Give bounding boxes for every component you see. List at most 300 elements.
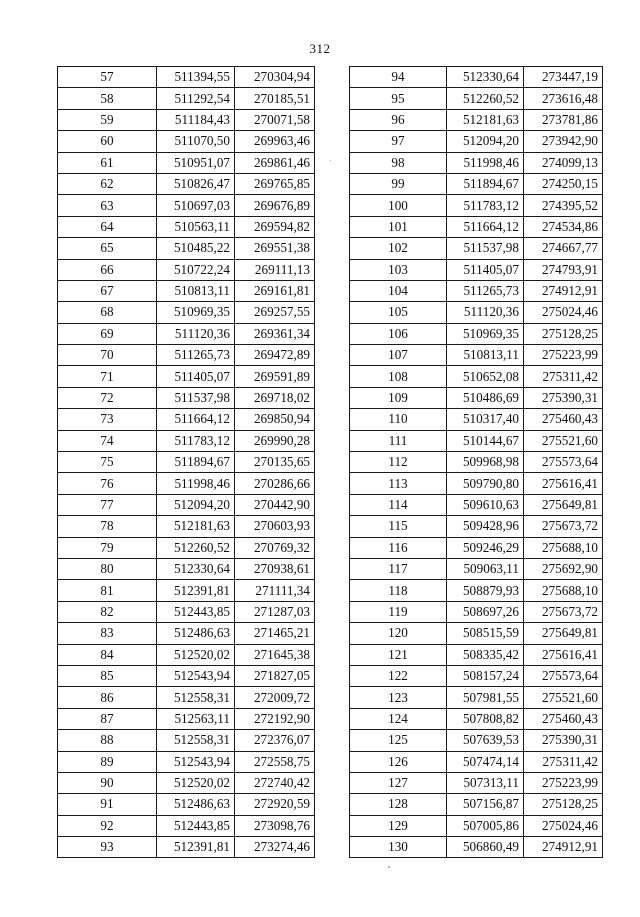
point-number-cell: 100 [350,195,447,216]
y-coordinate-cell: 274395,52 [524,195,603,216]
point-number-cell: 78 [58,516,157,537]
table-row [58,195,315,216]
y-coordinate-cell: 274912,91 [524,837,603,858]
y-coordinate-cell: 270286,66 [235,473,315,494]
x-coordinate-cell: 510485,22 [157,238,235,259]
y-coordinate-cell: 275649,81 [524,623,603,644]
x-coordinate-cell: 510144,67 [447,430,524,451]
point-number-cell: 70 [58,345,157,366]
point-number-cell: 85 [58,665,157,686]
table-row [58,216,315,237]
x-coordinate-cell: 508879,93 [447,580,524,601]
point-number-cell: 129 [350,815,447,836]
point-number-cell: 108 [350,366,447,387]
point-number-cell: 90 [58,772,157,793]
table-row [350,259,603,280]
table-row [350,109,603,130]
table-row [350,238,603,259]
x-coordinate-cell: 511998,46 [157,473,235,494]
point-number-cell: 118 [350,580,447,601]
y-coordinate-cell: 272192,90 [235,708,315,729]
page-number: 312 [309,41,331,56]
y-coordinate-cell: 275024,46 [524,302,603,323]
point-number-cell: 121 [350,644,447,665]
y-coordinate-cell: 269594,82 [235,216,315,237]
y-coordinate-cell: 275390,31 [524,730,603,751]
y-coordinate-cell: 275460,43 [524,409,603,430]
table-row [350,687,603,708]
point-number-cell: 112 [350,452,447,473]
point-number-cell: 114 [350,494,447,515]
y-coordinate-cell: 275128,25 [524,794,603,815]
table-row [58,302,315,323]
point-number-cell: 74 [58,430,157,451]
table-row [58,794,315,815]
y-coordinate-cell: 270304,94 [235,67,315,88]
point-number-cell: 83 [58,623,157,644]
point-number-cell: 94 [350,67,447,88]
x-coordinate-cell: 512443,85 [157,815,235,836]
point-number-cell: 72 [58,387,157,408]
point-number-cell: 127 [350,772,447,793]
x-coordinate-cell: 511894,67 [157,452,235,473]
table-row [58,537,315,558]
x-coordinate-cell: 512443,85 [157,601,235,622]
y-coordinate-cell: 272740,42 [235,772,315,793]
point-number-cell: 98 [350,152,447,173]
point-number-cell: 105 [350,302,447,323]
table-row [58,88,315,109]
point-number-cell: 88 [58,730,157,751]
x-coordinate-cell: 511405,07 [447,259,524,280]
x-coordinate-cell: 510652,08 [447,366,524,387]
x-coordinate-cell: 511265,73 [157,345,235,366]
point-number-cell: 99 [350,173,447,194]
x-coordinate-cell: 506860,49 [447,837,524,858]
table-row [350,430,603,451]
table-row [58,409,315,430]
point-number-cell: 117 [350,558,447,579]
x-coordinate-cell: 510722,24 [157,259,235,280]
table-row [350,67,603,88]
y-coordinate-cell: 269551,38 [235,238,315,259]
table-row [58,644,315,665]
x-coordinate-cell: 512486,63 [157,794,235,815]
x-coordinate-cell: 512330,64 [447,67,524,88]
table-row [350,409,603,430]
point-number-cell: 61 [58,152,157,173]
y-coordinate-cell: 270442,90 [235,494,315,515]
x-coordinate-cell: 511292,54 [157,88,235,109]
table-row [350,730,603,751]
x-coordinate-cell: 512558,31 [157,687,235,708]
table-row [350,665,603,686]
y-coordinate-cell: 274793,91 [524,259,603,280]
point-number-cell: 111 [350,430,447,451]
x-coordinate-cell: 512391,81 [157,837,235,858]
table-row [58,623,315,644]
point-number-cell: 68 [58,302,157,323]
x-coordinate-cell: 512181,63 [157,516,235,537]
point-number-cell: 119 [350,601,447,622]
y-coordinate-cell: 270185,51 [235,88,315,109]
x-coordinate-cell: 512520,02 [157,644,235,665]
x-coordinate-cell: 511783,12 [157,430,235,451]
point-number-cell: 79 [58,537,157,558]
table-row [350,537,603,558]
x-coordinate-cell: 510969,35 [157,302,235,323]
x-coordinate-cell: 512563,11 [157,708,235,729]
y-coordinate-cell: 273098,76 [235,815,315,836]
y-coordinate-cell: 269861,46 [235,152,315,173]
x-coordinate-cell: 511394,55 [157,67,235,88]
y-coordinate-cell: 275521,60 [524,687,603,708]
y-coordinate-cell: 275128,25 [524,323,603,344]
point-number-cell: 69 [58,323,157,344]
y-coordinate-cell: 272376,07 [235,730,315,751]
point-number-cell: 66 [58,259,157,280]
table-row [350,280,603,301]
point-number-cell: 80 [58,558,157,579]
point-number-cell: 76 [58,473,157,494]
x-coordinate-cell: 510969,35 [447,323,524,344]
x-coordinate-cell: 511537,98 [447,238,524,259]
y-coordinate-cell: 274667,77 [524,238,603,259]
x-coordinate-cell: 512330,64 [157,558,235,579]
point-number-cell: 65 [58,238,157,259]
point-number-cell: 122 [350,665,447,686]
table-row [350,558,603,579]
y-coordinate-cell: 270603,93 [235,516,315,537]
table-row [350,815,603,836]
y-coordinate-cell: 269591,89 [235,366,315,387]
point-number-cell: 92 [58,815,157,836]
table-row [58,580,315,601]
point-number-cell: 75 [58,452,157,473]
point-number-cell: 89 [58,751,157,772]
y-coordinate-cell: 274534,86 [524,216,603,237]
point-number-cell: 110 [350,409,447,430]
table-row [350,516,603,537]
x-coordinate-cell: 512260,52 [447,88,524,109]
y-coordinate-cell: 269111,13 [235,259,315,280]
point-number-cell: 57 [58,67,157,88]
x-coordinate-cell: 512520,02 [157,772,235,793]
point-number-cell: 93 [58,837,157,858]
table-row [58,558,315,579]
table-row [350,794,603,815]
point-number-cell: 115 [350,516,447,537]
table-row [58,280,315,301]
table-row [58,473,315,494]
y-coordinate-cell: 271645,38 [235,644,315,665]
table-row [58,67,315,88]
table-row [58,323,315,344]
x-coordinate-cell: 510826,47 [157,173,235,194]
point-number-cell: 60 [58,131,157,152]
y-coordinate-cell: 270769,32 [235,537,315,558]
x-coordinate-cell: 507981,55 [447,687,524,708]
table-row [58,665,315,686]
x-coordinate-cell: 511537,98 [157,387,235,408]
x-coordinate-cell: 511184,43 [157,109,235,130]
x-coordinate-cell: 507313,11 [447,772,524,793]
table-row [58,430,315,451]
x-coordinate-cell: 507639,53 [447,730,524,751]
y-coordinate-cell: 271111,34 [235,580,315,601]
y-coordinate-cell: 275573,64 [524,452,603,473]
y-coordinate-cell: 271287,03 [235,601,315,622]
x-coordinate-cell: 511265,73 [447,280,524,301]
table-row [58,815,315,836]
y-coordinate-cell: 270938,61 [235,558,315,579]
y-coordinate-cell: 275616,41 [524,473,603,494]
table-row [350,473,603,494]
table-row [350,366,603,387]
x-coordinate-cell: 510697,03 [157,195,235,216]
y-coordinate-cell: 269161,81 [235,280,315,301]
point-number-cell: 102 [350,238,447,259]
y-coordinate-cell: 273447,19 [524,67,603,88]
x-coordinate-cell: 512558,31 [157,730,235,751]
y-coordinate-cell: 270135,65 [235,452,315,473]
y-coordinate-cell: 273942,90 [524,131,603,152]
y-coordinate-cell: 275460,43 [524,708,603,729]
y-coordinate-cell: 275573,64 [524,665,603,686]
coordinates-table-left-body [58,67,315,858]
table-row [350,644,603,665]
x-coordinate-cell: 509428,96 [447,516,524,537]
table-row [350,708,603,729]
x-coordinate-cell: 511998,46 [447,152,524,173]
point-number-cell: 123 [350,687,447,708]
x-coordinate-cell: 512094,20 [157,494,235,515]
table-row [350,88,603,109]
y-coordinate-cell: 269963,46 [235,131,315,152]
point-number-cell: 104 [350,280,447,301]
x-coordinate-cell: 507005,86 [447,815,524,836]
table-row [350,452,603,473]
x-coordinate-cell: 509610,63 [447,494,524,515]
y-coordinate-cell: 269765,85 [235,173,315,194]
table-row [350,216,603,237]
table-row [58,708,315,729]
point-number-cell: 64 [58,216,157,237]
point-number-cell: 95 [350,88,447,109]
x-coordinate-cell: 512094,20 [447,131,524,152]
x-coordinate-cell: 510813,11 [447,345,524,366]
y-coordinate-cell: 275521,60 [524,430,603,451]
y-coordinate-cell: 273274,46 [235,837,315,858]
x-coordinate-cell: 511405,07 [157,366,235,387]
y-coordinate-cell: 275311,42 [524,366,603,387]
x-coordinate-cell: 507808,82 [447,708,524,729]
x-coordinate-cell: 508157,24 [447,665,524,686]
table-row [350,580,603,601]
x-coordinate-cell: 512391,81 [157,580,235,601]
y-coordinate-cell: 270071,58 [235,109,315,130]
x-coordinate-cell: 508697,26 [447,601,524,622]
point-number-cell: 130 [350,837,447,858]
scan-speck [330,160,331,161]
x-coordinate-cell: 507474,14 [447,751,524,772]
table-row [58,131,315,152]
point-number-cell: 71 [58,366,157,387]
table-row [350,772,603,793]
table-row [58,387,315,408]
table-row [58,730,315,751]
x-coordinate-cell: 508335,42 [447,644,524,665]
y-coordinate-cell: 275673,72 [524,601,603,622]
x-coordinate-cell: 511894,67 [447,173,524,194]
x-coordinate-cell: 511664,12 [447,216,524,237]
y-coordinate-cell: 274250,15 [524,173,603,194]
x-coordinate-cell: 509968,98 [447,452,524,473]
x-coordinate-cell: 509246,29 [447,537,524,558]
table-row [58,345,315,366]
point-number-cell: 109 [350,387,447,408]
table-row [350,345,603,366]
table-row [58,494,315,515]
y-coordinate-cell: 269676,89 [235,195,315,216]
point-number-cell: 126 [350,751,447,772]
y-coordinate-cell: 269257,55 [235,302,315,323]
x-coordinate-cell: 510813,11 [157,280,235,301]
table-row [58,751,315,772]
y-coordinate-cell: 272920,59 [235,794,315,815]
table-row [58,601,315,622]
y-coordinate-cell: 269472,89 [235,345,315,366]
table-row [350,323,603,344]
coordinates-table-right [349,66,603,858]
point-number-cell: 86 [58,687,157,708]
table-row [350,623,603,644]
table-row [350,173,603,194]
point-number-cell: 124 [350,708,447,729]
y-coordinate-cell: 275673,72 [524,516,603,537]
table-row [350,131,603,152]
point-number-cell: 120 [350,623,447,644]
y-coordinate-cell: 275688,10 [524,580,603,601]
y-coordinate-cell: 275024,46 [524,815,603,836]
x-coordinate-cell: 511783,12 [447,195,524,216]
y-coordinate-cell: 271465,21 [235,623,315,644]
point-number-cell: 59 [58,109,157,130]
table-row [58,259,315,280]
x-coordinate-cell: 510563,11 [157,216,235,237]
table-row [58,238,315,259]
x-coordinate-cell: 507156,87 [447,794,524,815]
y-coordinate-cell: 271827,05 [235,665,315,686]
y-coordinate-cell: 275649,81 [524,494,603,515]
table-row [58,452,315,473]
point-number-cell: 101 [350,216,447,237]
table-row [350,302,603,323]
table-row [58,109,315,130]
x-coordinate-cell: 508515,59 [447,623,524,644]
y-coordinate-cell: 275692,90 [524,558,603,579]
table-row [58,173,315,194]
table-row [350,601,603,622]
table-row [58,366,315,387]
point-number-cell: 77 [58,494,157,515]
table-row [350,387,603,408]
table-row [58,516,315,537]
point-number-cell: 128 [350,794,447,815]
x-coordinate-cell: 511070,50 [157,131,235,152]
point-number-cell: 81 [58,580,157,601]
y-coordinate-cell: 275311,42 [524,751,603,772]
scan-speck [388,866,390,868]
y-coordinate-cell: 274912,91 [524,280,603,301]
coordinates-table-right-body [350,67,603,858]
y-coordinate-cell: 272009,72 [235,687,315,708]
point-number-cell: 97 [350,131,447,152]
y-coordinate-cell: 275390,31 [524,387,603,408]
table-row [350,152,603,173]
point-number-cell: 62 [58,173,157,194]
point-number-cell: 103 [350,259,447,280]
y-coordinate-cell: 275223,99 [524,772,603,793]
point-number-cell: 63 [58,195,157,216]
point-number-cell: 96 [350,109,447,130]
x-coordinate-cell: 512486,63 [157,623,235,644]
table-row [58,837,315,858]
point-number-cell: 125 [350,730,447,751]
point-number-cell: 113 [350,473,447,494]
point-number-cell: 73 [58,409,157,430]
x-coordinate-cell: 510486,69 [447,387,524,408]
y-coordinate-cell: 273616,48 [524,88,603,109]
y-coordinate-cell: 274099,13 [524,152,603,173]
point-number-cell: 58 [58,88,157,109]
y-coordinate-cell: 269718,02 [235,387,315,408]
point-number-cell: 87 [58,708,157,729]
y-coordinate-cell: 273781,86 [524,109,603,130]
x-coordinate-cell: 511664,12 [157,409,235,430]
x-coordinate-cell: 511120,36 [157,323,235,344]
point-number-cell: 106 [350,323,447,344]
y-coordinate-cell: 269990,28 [235,430,315,451]
x-coordinate-cell: 510317,40 [447,409,524,430]
point-number-cell: 107 [350,345,447,366]
table-row [58,687,315,708]
x-coordinate-cell: 509790,80 [447,473,524,494]
table-row [58,772,315,793]
x-coordinate-cell: 509063,11 [447,558,524,579]
y-coordinate-cell: 269850,94 [235,409,315,430]
x-coordinate-cell: 511120,36 [447,302,524,323]
x-coordinate-cell: 512260,52 [157,537,235,558]
table-row [350,751,603,772]
point-number-cell: 84 [58,644,157,665]
x-coordinate-cell: 512181,63 [447,109,524,130]
y-coordinate-cell: 275688,10 [524,537,603,558]
x-coordinate-cell: 510951,07 [157,152,235,173]
y-coordinate-cell: 272558,75 [235,751,315,772]
coordinates-table-left [57,66,315,858]
point-number-cell: 91 [58,794,157,815]
point-number-cell: 67 [58,280,157,301]
y-coordinate-cell: 275616,41 [524,644,603,665]
table-row [58,152,315,173]
x-coordinate-cell: 512543,94 [157,751,235,772]
table-row [350,195,603,216]
point-number-cell: 82 [58,601,157,622]
x-coordinate-cell: 512543,94 [157,665,235,686]
table-row [350,494,603,515]
y-coordinate-cell: 269361,34 [235,323,315,344]
